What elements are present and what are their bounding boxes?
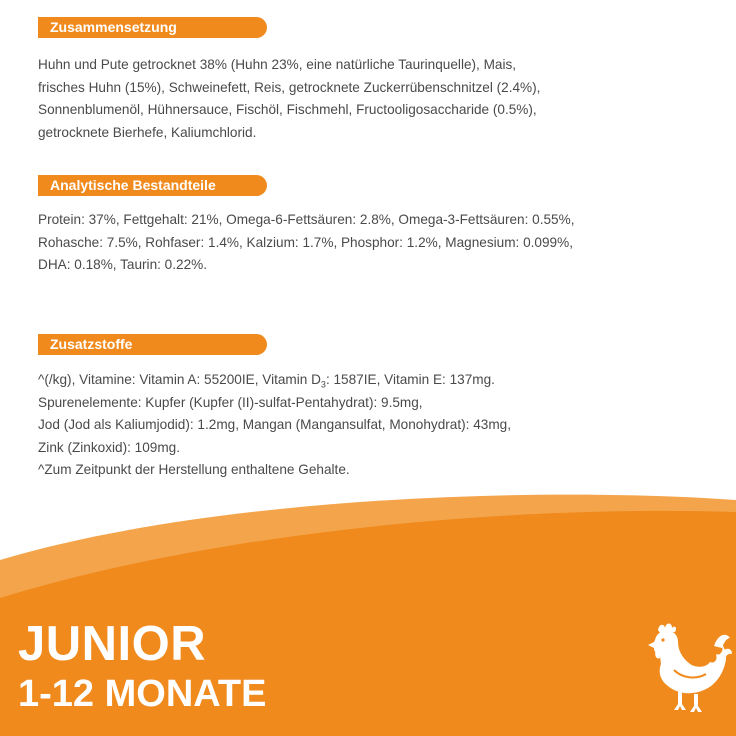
composition-line: Sonnenblumenöl, Hühnersauce, Fischöl, Fischmehl, Fructooligosaccharide (0.5%), <box>38 102 537 117</box>
additives-line1-post: : 1587IE, Vitamin E: 137mg. <box>325 372 495 387</box>
additives-line: Zink (Zinkoxid): 109mg. <box>38 439 181 455</box>
analytical-line: DHA: 0.18%, Taurin: 0.22%. <box>38 257 208 272</box>
footer-subtitle: 1-12 MONATE <box>18 673 267 715</box>
additives-line: Jod (Jod als Kaliumjodid): 1.2mg, Mangan (Mangansulfat, Monohydrat): 43mg, <box>38 417 512 432</box>
section-header-additives: Zusatzstoffe <box>38 334 267 355</box>
additives-line: ^Zum Zeitpunkt der Herstellung enthaltene Gehalte. <box>38 462 350 477</box>
analytical-line: Protein: 37%, Fettgehalt: 21%, Omega-6-Fettsäuren: 2.8%, Omega-3-Fettsäuren: 0.55%, <box>38 212 575 227</box>
analytical-line: Rohasche: 7.5%, Rohfaser: 1.4%, Kalzium: 1.7%, Phosphor: 1.2%, Magnesium: 0.099%, <box>38 234 573 250</box>
composition-line: getrocknete Bierhefe, Kaliumchlorid. <box>38 124 257 140</box>
composition-line: frisches Huhn (15%), Schweinefett, Reis, getrocknete Zuckerrübenschnitzel (2.4%), <box>38 79 541 95</box>
additives-line: Spurenelemente: Kupfer (Kupfer (II)-sulfat-Pentahydrat): 9.5mg, <box>38 394 423 410</box>
composition-line: Huhn und Pute getrocknet 38% (Huhn 23%, eine natürliche Taurinquelle), Mais, <box>38 57 517 72</box>
footer-title: JUNIOR <box>18 617 207 671</box>
chicken-icon <box>648 620 732 718</box>
additives-line1-sub: 3 <box>320 379 326 390</box>
section-header-composition: Zusammensetzung <box>38 17 267 38</box>
section-header-analytical: Analytische Bestandteile <box>38 175 267 196</box>
additives-line1-pre: ^(/kg), Vitamine: Vitamin A: 55200IE, Vitamin D <box>38 372 321 387</box>
